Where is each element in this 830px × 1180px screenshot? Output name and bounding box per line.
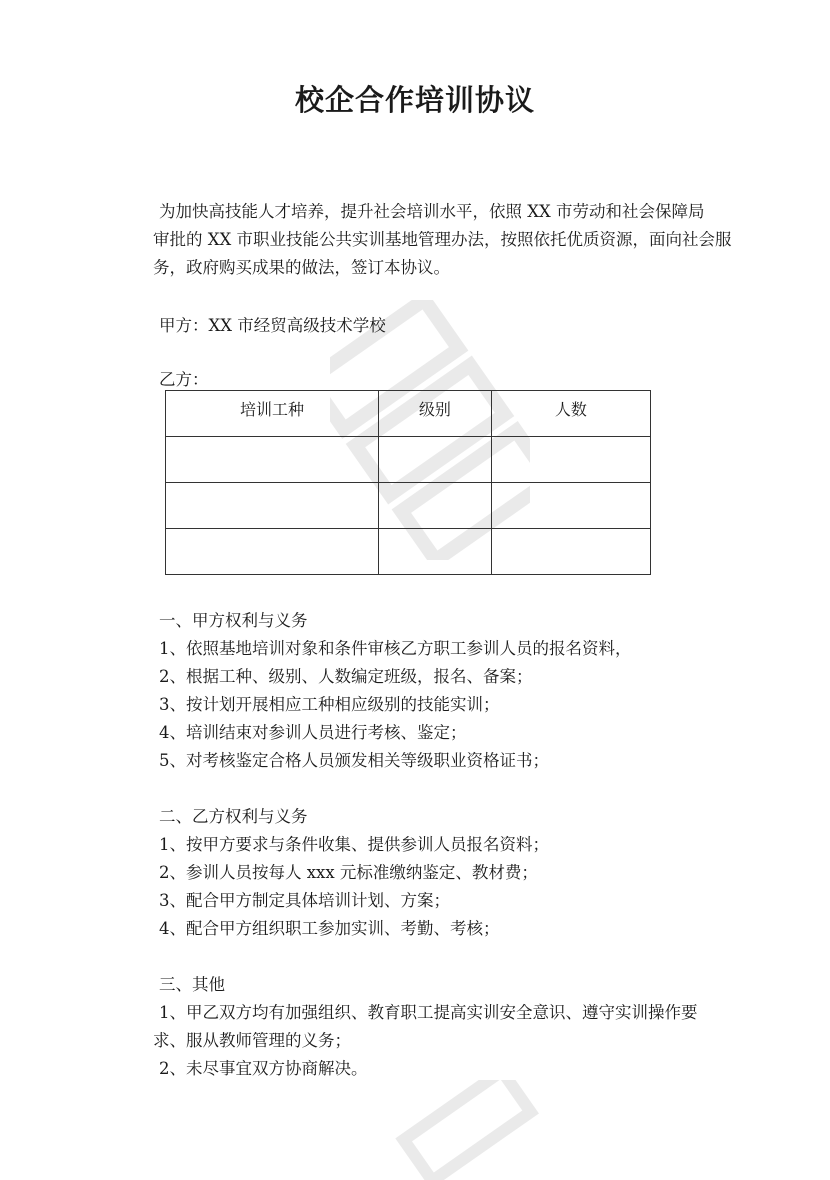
table-cell [166,437,379,483]
watermark-graphic-bottom [370,1080,570,1180]
table-cell [166,529,379,575]
table-cell [379,529,492,575]
section-heading: 一、甲方权利与义务 [159,611,308,630]
list-item: 2、根据工种、级别、人数编定班级，报名、备案； [159,667,533,686]
table-header-cell: 级别 [379,391,492,437]
list-item: 5、对考核鉴定合格人员颁发相关等级职业资格证书； [159,751,549,770]
table-cell [491,437,650,483]
list-item: 3、按计划开展相应工种相应级别的技能实训； [159,695,500,714]
list-item: 1、甲乙双方均有加强组织、教育职工提高实训安全意识、遵守实训操作要 [159,1003,698,1022]
table-cell [491,529,650,575]
intro-line: 审批的 XX 市职业技能公共实训基地管理办法，按照依托优质资源，面向社会服 [153,230,732,249]
intro-paragraph [153,198,732,282]
list-item-continuation: 求、服从教师管理的义务； [153,1031,351,1050]
section-heading: 三、其他 [159,975,225,994]
party-a-line: 甲方：XX 市经贸高级技术学校 [159,316,386,335]
list-item: 4、培训结束对参训人员进行考核、鉴定； [159,723,467,742]
list-item: 2、未尽事宜双方协商解决。 [159,1059,368,1078]
table-cell [379,483,492,529]
table-cell [166,483,379,529]
table-cell [379,437,492,483]
intro-line: 务，政府购买成果的做法，签订本协议。 [153,258,450,277]
party-b-line: 乙方： [159,370,209,389]
section-heading: 二、乙方权利与义务 [159,807,308,826]
table-row [166,529,651,575]
list-item: 4、配合甲方组织职工参加实训、考勤、考核； [159,919,500,938]
list-item: 2、参训人员按每人 xxx 元标准缴纳鉴定、教材费； [159,863,538,882]
list-item: 1、按甲方要求与条件收集、提供参训人员报名资料； [159,835,549,854]
intro-line: 为加快高技能人才培养，提升社会培训水平，依照 XX 市劳动和社会保障局 [159,202,705,221]
training-table [165,390,651,575]
table-header-cell: 培训工种 [166,391,379,437]
table-header-cell: 人数 [491,391,650,437]
list-item: 1、依照基地培训对象和条件审核乙方职工参训人员的报名资料， [159,639,632,658]
section-party-b-rights [159,803,549,943]
table-row [166,483,651,529]
list-item: 3、配合甲方制定具体培训计划、方案； [159,891,450,910]
table-row [166,437,651,483]
section-party-a-rights [159,607,632,775]
section-other [153,971,698,1083]
table-cell [491,483,650,529]
table-header-row [166,391,651,437]
page-title: 校企合作培训协议 [294,83,535,117]
